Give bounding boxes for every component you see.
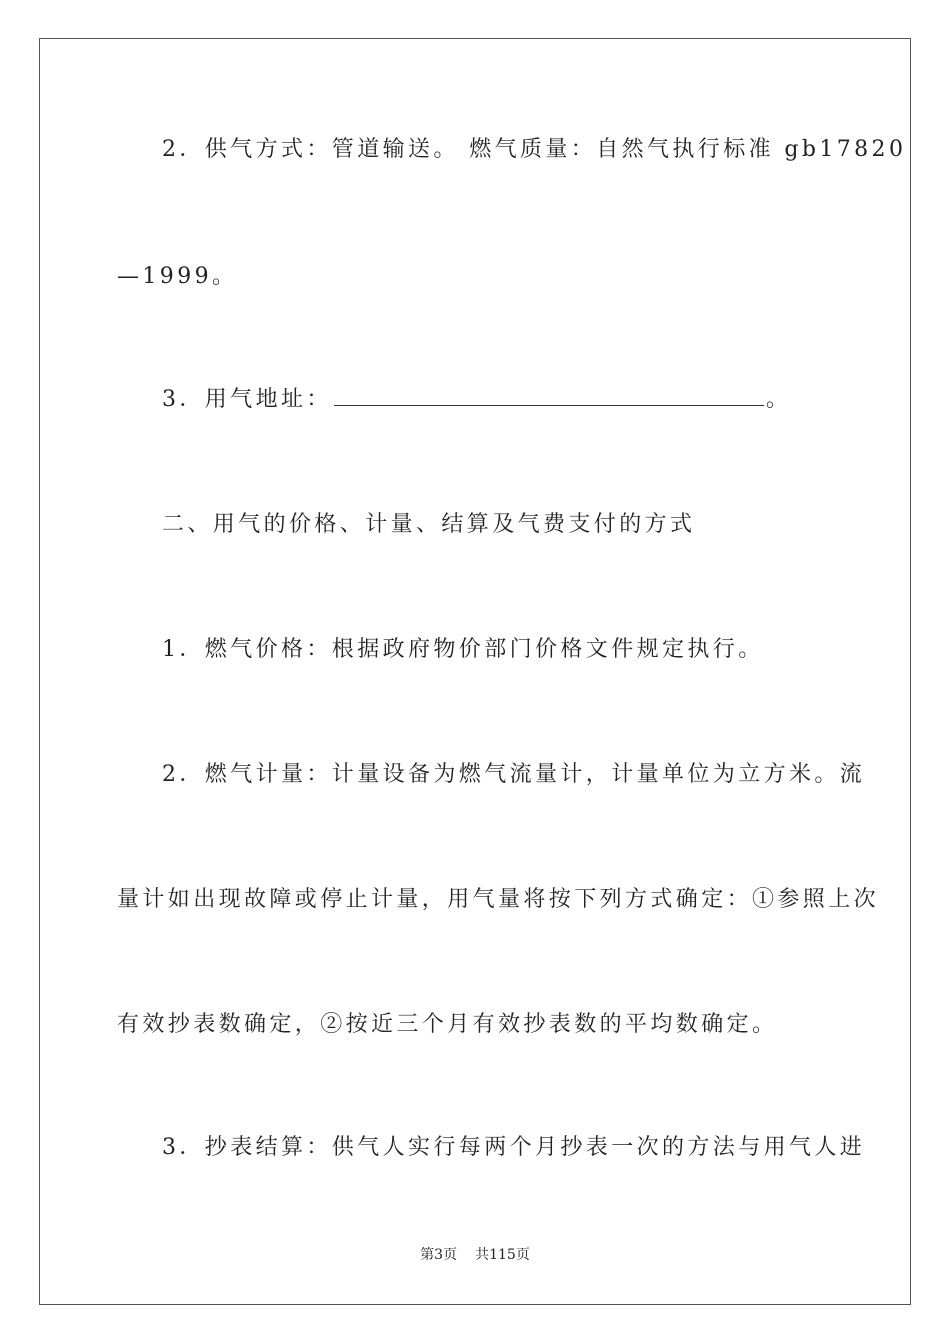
page-footer <box>0 1245 950 1265</box>
paragraph-gas-metering: 2．燃气计量：计量设备为燃气流量计，计量单位为立方米。流 <box>162 762 866 787</box>
page-number: 第3页 <box>420 1247 458 1263</box>
total-pages: 共115页 <box>475 1247 530 1263</box>
section-heading-price-metering: 二、用气的价格、计量、结算及气费支付的方式 <box>162 512 696 537</box>
paragraph-gas-supply-method: 2．供气方式：管道输送。 燃气质量：自然气执行标准 gb17820 <box>162 137 907 162</box>
page-border <box>39 38 911 1305</box>
gas-address-label: 3．用气地址： <box>162 387 332 412</box>
paragraph-metering-average: 有效抄表数确定，②按近三个月有效抄表数的平均数确定。 <box>117 1012 778 1037</box>
paragraph-standard-year: —1999。 <box>117 264 238 289</box>
paragraph-gas-price: 1．燃气价格：根据政府物价部门价格文件规定执行。 <box>162 637 764 662</box>
gas-address-blank-line[interactable] <box>334 387 764 406</box>
gas-address-period: 。 <box>765 387 792 412</box>
paragraph-metering-fault: 量计如出现故障或停止计量，用气量将按下列方式确定：①参照上次 <box>117 887 880 912</box>
paragraph-meter-reading: 3．抄表结算：供气人实行每两个月抄表一次的方法与用气人进 <box>162 1135 866 1160</box>
paragraph-gas-address <box>162 385 882 415</box>
